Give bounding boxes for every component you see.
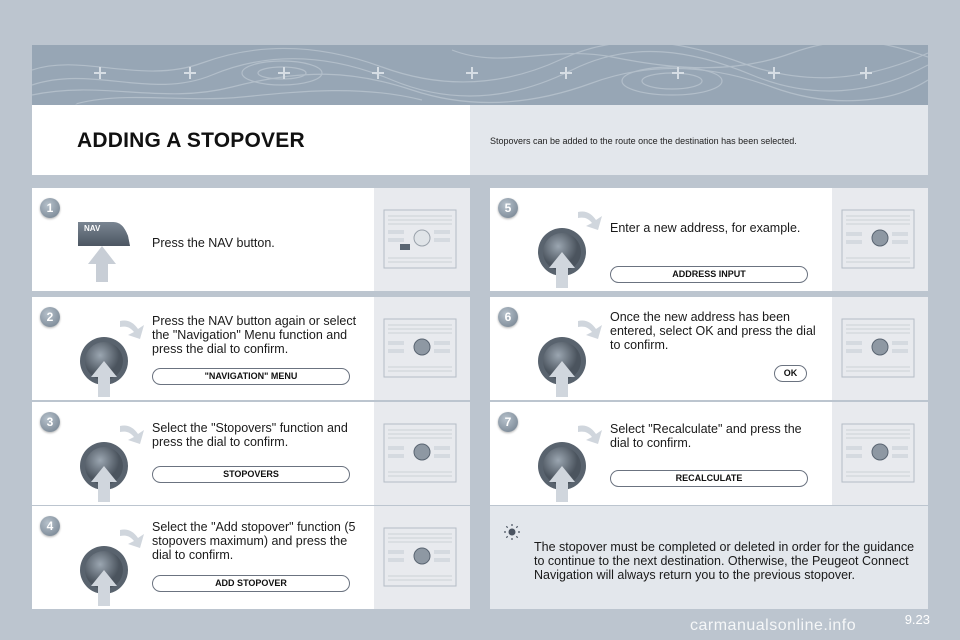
step-text: Select the "Add stopover" function (5 stopovers maximum) and press the dial to confirm.: [152, 520, 356, 562]
nav-button-illustration: [72, 202, 140, 282]
dial-illustration: [532, 315, 602, 397]
step-text: Press the NAV button.: [152, 236, 275, 250]
dial-illustration: [74, 524, 144, 606]
radio-panel-illustration: [382, 208, 458, 270]
intro-text: Stopovers can be added to the route once the destination has been selected.: [470, 105, 928, 175]
step-text: Once the new address has been entered, select OK and press the dial to confirm.: [610, 310, 816, 352]
menu-label-pill: RECALCULATE: [610, 470, 808, 487]
radio-panel-illustration: [382, 422, 458, 484]
nav-button-label: NAV: [84, 224, 101, 233]
dial-illustration: [74, 420, 144, 502]
header-banner: [32, 45, 928, 105]
ok-pill: OK: [774, 365, 807, 382]
step-text: Enter a new address, for example.: [610, 221, 801, 235]
side-panel: [374, 297, 470, 400]
menu-label-pill: "NAVIGATION" MENU: [152, 368, 350, 385]
side-panel: [832, 402, 928, 505]
dial-illustration: [532, 420, 602, 502]
step-number-badge: 4: [40, 516, 60, 536]
step-1: [32, 188, 470, 291]
step-6: [490, 297, 928, 400]
radio-panel-illustration: [382, 526, 458, 588]
dial-illustration: [532, 206, 602, 288]
title-panel: [32, 105, 470, 175]
side-panel: [374, 402, 470, 505]
step-3: [32, 402, 470, 505]
step-text: Select "Recalculate" and press the dial to confirm.: [610, 422, 802, 450]
step-4: [32, 506, 470, 609]
radio-panel-illustration: [840, 317, 916, 379]
step-2: [32, 297, 470, 400]
step-text: Press the NAV button again or select the "Navigation" Menu function and press the dial to confirm.: [152, 314, 357, 356]
menu-label-pill: STOPOVERS: [152, 466, 350, 483]
menu-label-pill: ADD STOPOVER: [152, 575, 350, 592]
step-text: Select the "Stopovers" function and press the dial to confirm.: [152, 421, 348, 449]
page-number: 9.23: [904, 612, 930, 627]
step-number-badge: 2: [40, 307, 60, 327]
step-5: [490, 188, 928, 291]
step-number-badge: 7: [498, 412, 518, 432]
page-title: ADDING A STOPOVER: [77, 129, 305, 152]
side-panel: [832, 297, 928, 400]
step-7: [490, 402, 928, 505]
step-number-badge: 1: [40, 198, 60, 218]
dial-illustration: [74, 315, 144, 397]
step-number-badge: 3: [40, 412, 60, 432]
side-panel: [374, 506, 470, 609]
step-number-badge: 6: [498, 307, 518, 327]
radio-panel-illustration: [382, 317, 458, 379]
side-panel: [374, 188, 470, 291]
menu-label-pill: ADDRESS INPUT: [610, 266, 808, 283]
lightbulb-icon: [504, 524, 520, 540]
side-panel: [832, 188, 928, 291]
radio-panel-illustration: [840, 208, 916, 270]
watermark: carmanualsonline.info: [690, 617, 857, 634]
radio-panel-illustration: [840, 422, 916, 484]
tip-text: The stopover must be completed or deleted in order for the guidance to continue to the next destination. Otherwise, the Peugeot Connect Navigation will always return you to the previous stopover.: [534, 540, 915, 582]
step-number-badge: 5: [498, 198, 518, 218]
tip-panel: [490, 506, 928, 609]
